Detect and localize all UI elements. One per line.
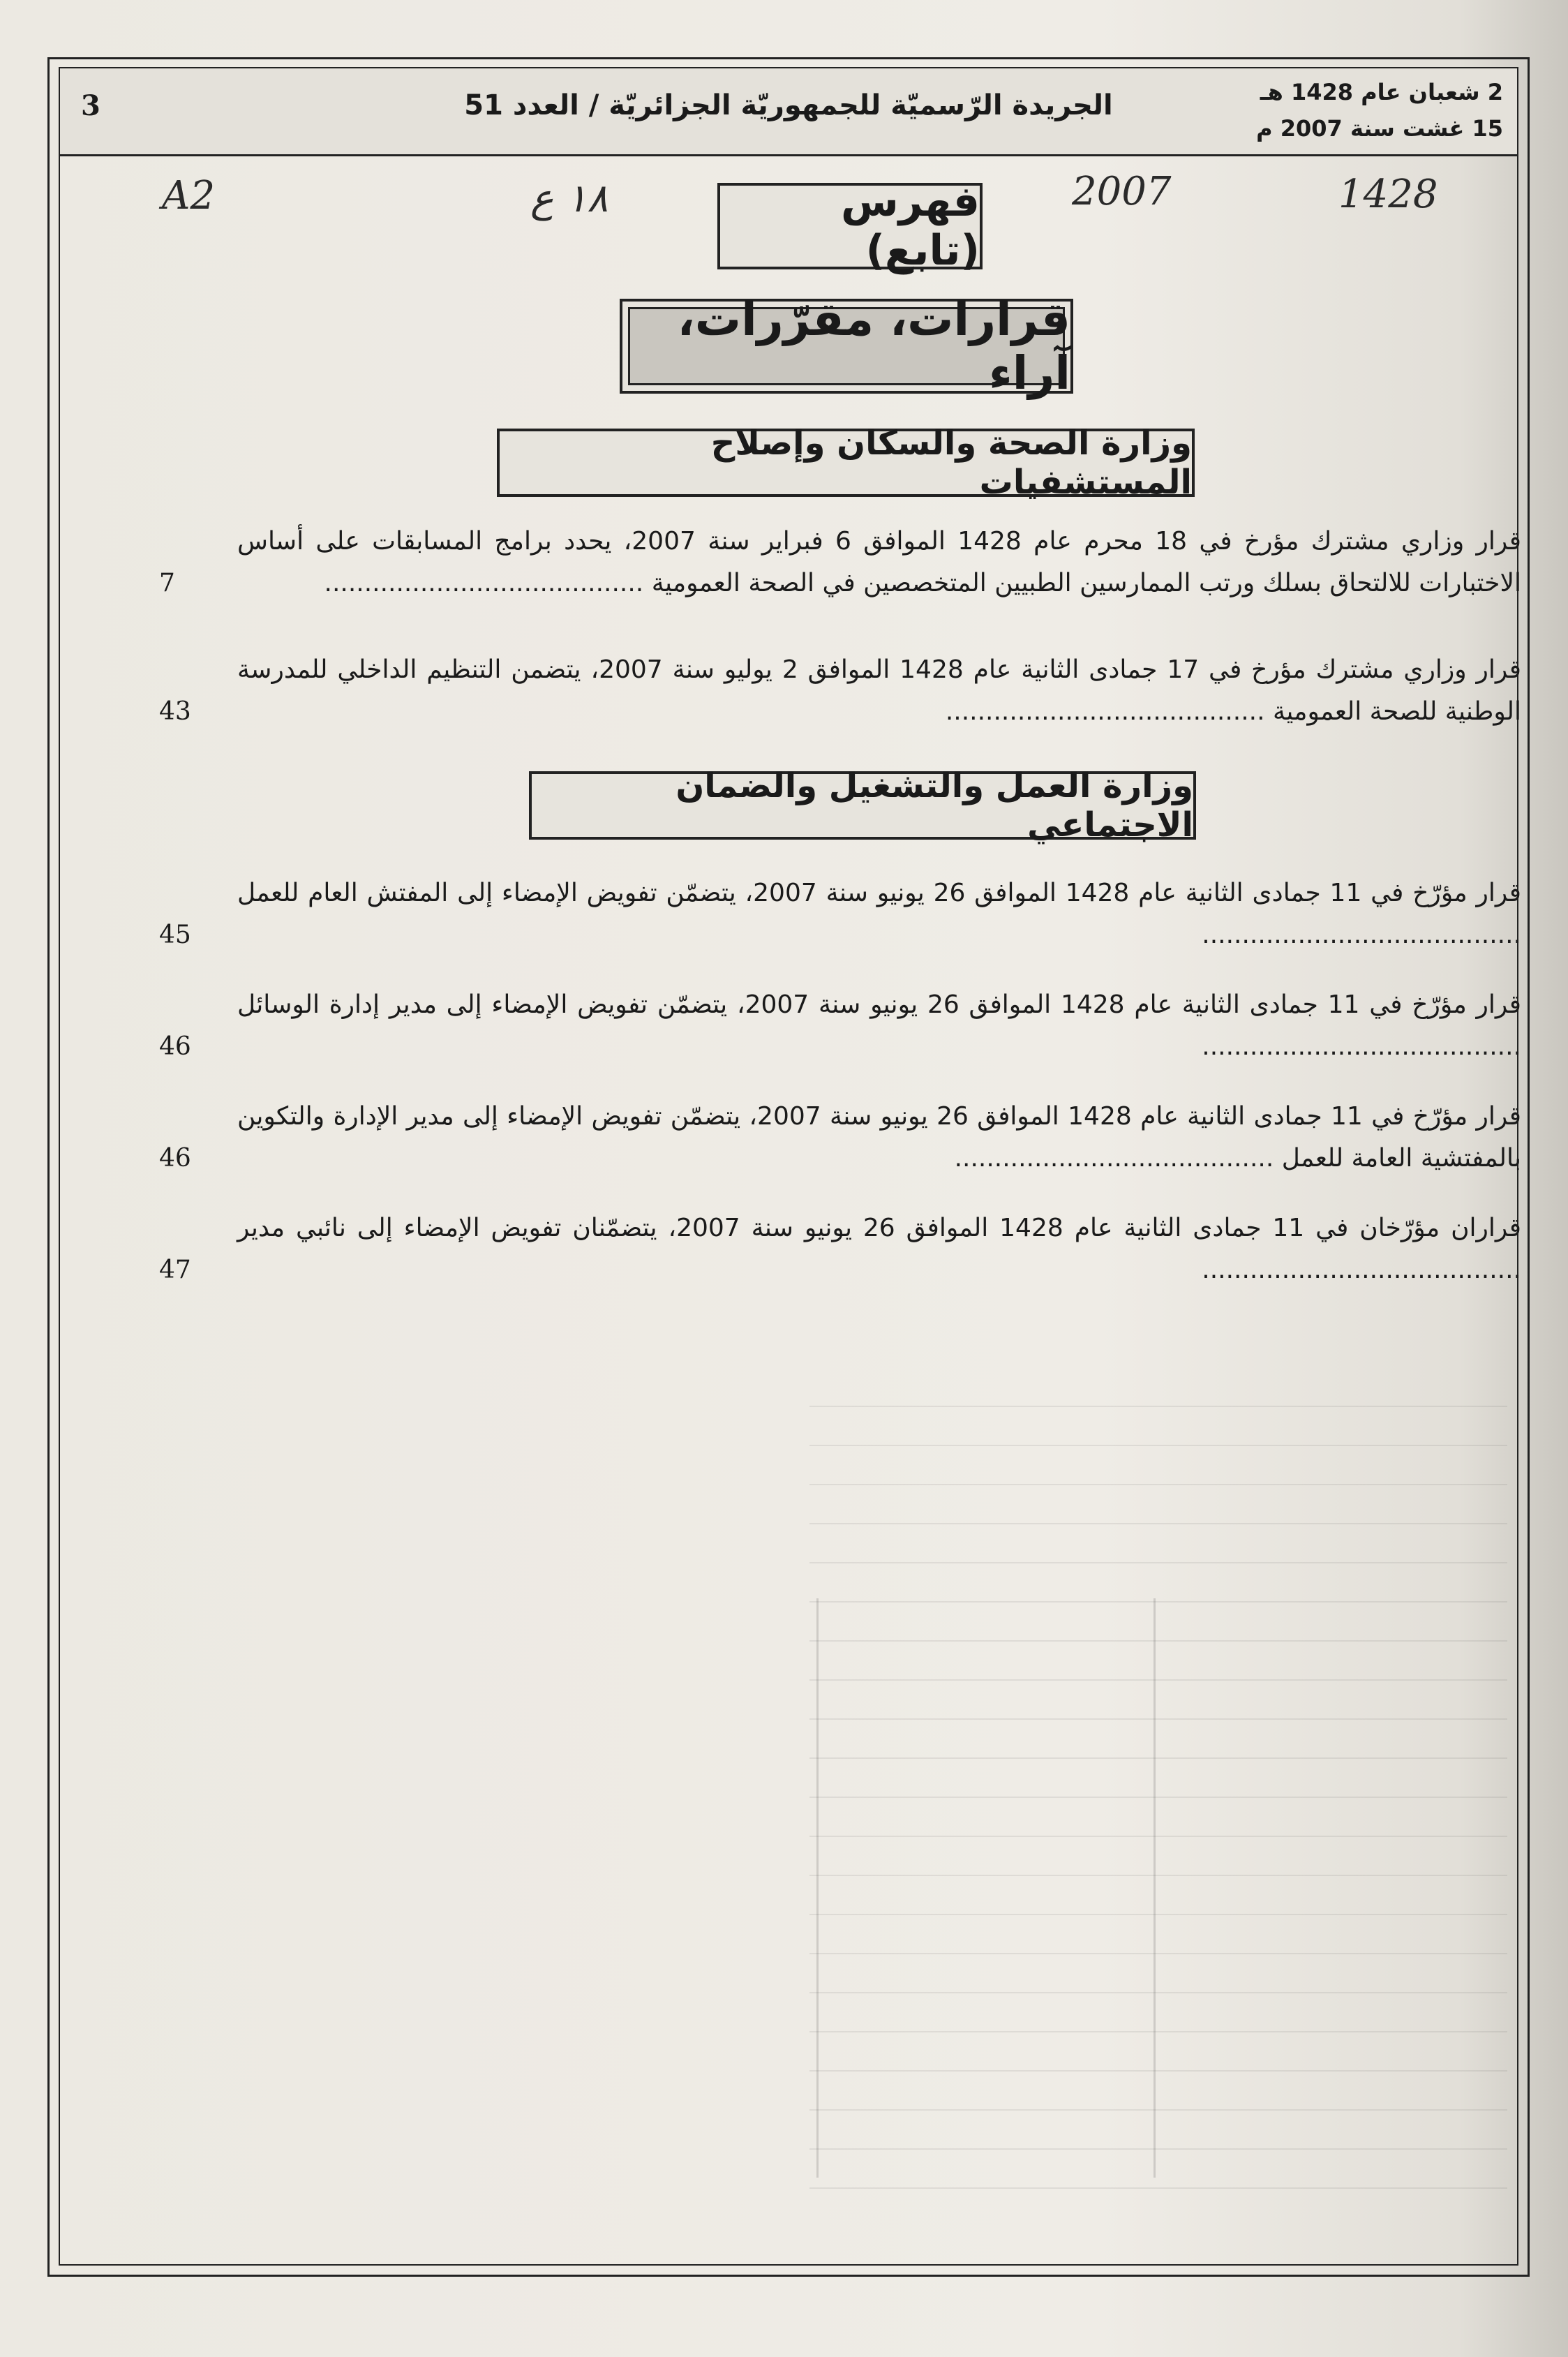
handwritten-a2: A2: [162, 173, 216, 218]
entry-page: 43: [159, 697, 191, 726]
dot-leader: ........................................: [1202, 921, 1521, 949]
entry-text: قرار وزاري مشترك مؤرخ في 17 جمادى الثانية عام 1428 الموافق 2 يوليو سنة 2007، يتضمن التنظيم الداخلي للمدرسة الوطنية للصحة العمومية ........................................: [237, 655, 1521, 726]
entry-text: قرار مؤرّخ في 11 جمادى الثانية عام 1428 الموافق 26 يونيو سنة 2007، يتضمّن تفويض الإمضاء إلى مدير إدارة الوسائل ........................................: [237, 990, 1521, 1061]
labor-entries: [154, 872, 1521, 1291]
health-entries: [154, 521, 1521, 733]
entry-text: قراران مؤرّخان في 11 جمادى الثانية عام 1428 الموافق 26 يونيو سنة 2007، يتضمّنان تفويض الإمضاء إلى نائبي مدير ........................................: [237, 1214, 1521, 1284]
issue-date: [1256, 74, 1503, 147]
index-entry: [154, 872, 1521, 956]
index-entry: [154, 521, 1521, 604]
handwritten-number: ١٨ ع: [530, 176, 608, 221]
dot-leader: ........................................: [945, 697, 1274, 726]
index-entry: [154, 1096, 1521, 1180]
entry-page: 46: [159, 1032, 191, 1061]
index-entry: [154, 1207, 1521, 1291]
index-entry: [154, 984, 1521, 1068]
dot-leader: ........................................: [1202, 1256, 1521, 1284]
entry-page: 47: [159, 1256, 191, 1284]
dot-leader: ........................................: [1202, 1032, 1521, 1061]
index-entry: [154, 649, 1521, 733]
dot-leader: ........................................: [324, 569, 652, 597]
gazette-title: الجريدة الرّسميّة للجمهوريّة الجزائريّة / العدد 51: [464, 89, 1113, 121]
entry-text: قرار وزاري مشترك مؤرخ في 18 محرم عام 1428 الموافق 6 فبراير سنة 2007، يحدد برامج المسابقات على أساس الاختبارات للالتحاق بسلك ورتب الممارسين الطبيين المتخصصين في الصحة العمومية ........................................: [237, 527, 1521, 597]
department-health-title: وزارة الصحة والسكان وإصلاح المستشفيات: [497, 429, 1195, 497]
entry-page: 46: [159, 1144, 191, 1173]
gregorian-date: 15 غشت سنة 2007 م: [1256, 115, 1503, 142]
handwritten-hijri: 1428: [1338, 172, 1438, 217]
page-header: [60, 68, 1517, 156]
department-labor-title: وزارة العمل والتشغيل والضمان الاجتماعي: [529, 771, 1196, 840]
index-title: فهرس (تابع): [717, 183, 983, 269]
hijri-date: 2 شعبان عام 1428 هـ: [1260, 79, 1503, 105]
section-title: قرارات، مقرّرات، آراء: [620, 299, 1073, 394]
handwritten-year: 2007: [1072, 169, 1172, 214]
entry-page: 7: [159, 569, 175, 597]
entry-text: قرار مؤرّخ في 11 جمادى الثانية عام 1428 الموافق 26 يونيو سنة 2007، يتضمّن تفويض الإمضاء إلى المفتش العام للعمل ........................................: [237, 879, 1521, 949]
entry-text: قرار مؤرّخ في 11 جمادى الثانية عام 1428 الموافق 26 يونيو سنة 2007، يتضمّن تفويض الإمضاء إلى مدير الإدارة والتكوين بالمفتشية العامة للعمل ........................................: [237, 1102, 1521, 1173]
entry-page: 45: [159, 921, 191, 949]
page-number: 3: [81, 89, 100, 122]
dot-leader: ........................................: [954, 1144, 1282, 1173]
